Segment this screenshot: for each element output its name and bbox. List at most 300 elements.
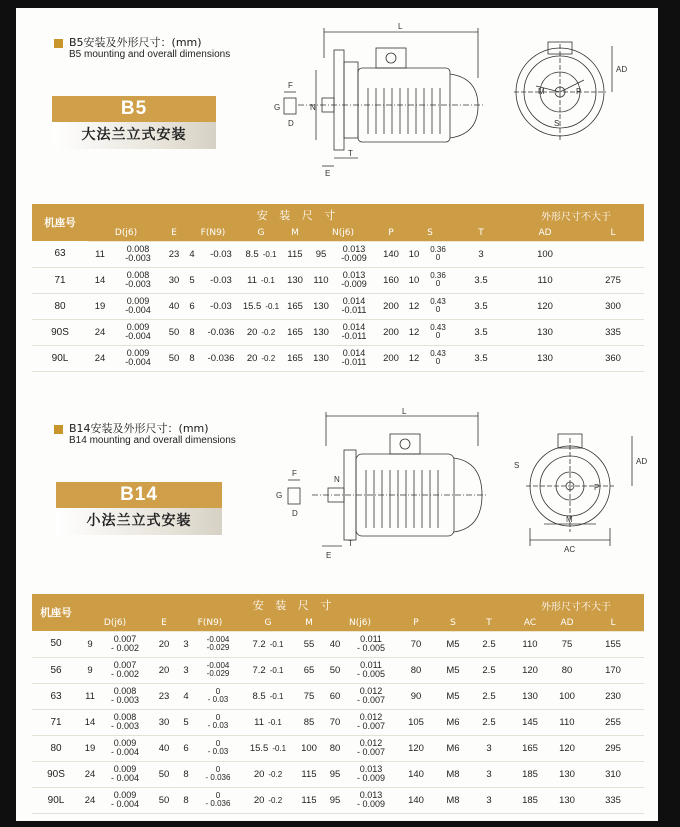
cell-AD: 120 [508, 293, 582, 319]
cell-S-tol-lower: 0 [435, 331, 441, 340]
dim-E-label: E [326, 551, 332, 560]
dim-E-label: E [325, 169, 331, 178]
col-M: M [294, 616, 324, 631]
cell-D-tol-upper: 0.008 [126, 244, 150, 254]
cell-F: 3 [178, 657, 194, 683]
cell-D-tol-lower: - 0.003 [110, 721, 140, 731]
cell-S-tol-upper: 0.36 [430, 245, 446, 254]
cell-D-tol-stack [125, 245, 151, 263]
cell-D-tol-upper: 0.009 [113, 790, 137, 800]
cell-S: M8 [436, 761, 470, 787]
table-row [32, 319, 644, 345]
cell-F-tol [194, 683, 242, 709]
cell-N: 130 [310, 319, 332, 345]
cell-T: 3 [454, 241, 508, 267]
cell-P: 160 [376, 267, 406, 293]
cell-frame: 50 [32, 631, 80, 657]
cell-L: 275 [582, 267, 644, 293]
col-F: F(N9) [184, 226, 242, 241]
cell-F-tol-upper: 0 [215, 687, 221, 696]
cell-frame: 71 [32, 267, 88, 293]
cell-G-tol: -0.1 [265, 301, 280, 311]
cell-F-tol-stack [206, 792, 231, 808]
cell-N-tol-lower: - 0.005 [356, 643, 386, 653]
cell-AC: 130 [508, 683, 552, 709]
cell-D-tol-upper: 0.008 [126, 270, 150, 280]
cell-G-value: 20 [246, 326, 258, 338]
cell-F-tol-lower: - 0.03 [207, 747, 229, 756]
cell-G [242, 319, 280, 345]
cell-M: 85 [294, 709, 324, 735]
cell-D-tol-stack [111, 661, 139, 679]
b14-overall-header: 外形尺寸不大于 [508, 594, 644, 616]
cell-G-value: 20 [253, 794, 265, 806]
cell-AC: 120 [508, 657, 552, 683]
cell-N-tol-lower: -0.011 [341, 331, 367, 341]
cell-N: 50 [324, 657, 346, 683]
cell-D-tol [112, 241, 164, 267]
cell-D-tol [112, 345, 164, 371]
cell-G-tol: -0.2 [268, 769, 283, 779]
cell-D-tol-upper: 0.009 [126, 296, 150, 306]
cell-F-tol-stack [206, 766, 231, 782]
cell-M: 165 [280, 293, 310, 319]
cell-T: 2.5 [470, 683, 508, 709]
cell-N-tol-lower: - 0.005 [356, 669, 386, 679]
cell-G [242, 761, 294, 787]
cell-F-tol-lower: - 0.03 [207, 695, 229, 704]
b5-dimension-table [32, 204, 644, 372]
cell-N-tol [332, 345, 376, 371]
cell-N-tol-upper: 0.012 [359, 712, 383, 722]
dim-D-label: D [292, 509, 298, 518]
cell-G-pair [243, 301, 279, 312]
cell-F-tol-upper: 0 [215, 791, 221, 800]
cell-T: 3.5 [454, 267, 508, 293]
b5-front-drawing [500, 36, 630, 146]
cell-F-tol [194, 709, 242, 735]
cell-S-tol [422, 241, 454, 267]
cell-G [242, 657, 294, 683]
cell-D-tol-upper: 0.009 [126, 322, 150, 332]
cell-E: 40 [150, 735, 178, 761]
cell-F-tol [194, 631, 242, 657]
cell-AD: 130 [552, 761, 582, 787]
cell-N: 110 [310, 267, 332, 293]
cell-S: 12 [406, 293, 422, 319]
cell-D-tol [100, 787, 150, 813]
cell-N: 70 [324, 709, 346, 735]
cell-M: 55 [294, 631, 324, 657]
cell-D-tol-stack [111, 687, 139, 705]
cell-S: M5 [436, 683, 470, 709]
cell-S-tol [422, 267, 454, 293]
cell-S-tol-lower: 0 [435, 357, 441, 366]
cell-AC: 165 [508, 735, 552, 761]
col-E: E [164, 226, 184, 241]
cell-frame: 90L [32, 345, 88, 371]
cell-AD: 130 [508, 319, 582, 345]
table-row [32, 735, 644, 761]
col-D: D(j6) [80, 616, 150, 631]
cell-G-value: 11 [254, 716, 265, 728]
cell-F: 8 [178, 787, 194, 813]
cell-F-tol [194, 657, 242, 683]
cell-G-pair [252, 639, 283, 650]
cell-N-tol-stack [357, 765, 385, 783]
cell-N: 95 [310, 241, 332, 267]
cell-T: 3 [470, 761, 508, 787]
cell-D-tol [100, 683, 150, 709]
cell-AC: 185 [508, 787, 552, 813]
cell-D: 11 [80, 683, 100, 709]
cell-M: 115 [280, 241, 310, 267]
cell-L: 310 [582, 761, 644, 787]
cell-AD: 75 [552, 631, 582, 657]
cell-P: 105 [396, 709, 436, 735]
cell-D: 14 [80, 709, 100, 735]
cell-F-tol [194, 761, 242, 787]
cell-D-tol-upper: 0.009 [113, 738, 137, 748]
cell-N-tol-stack [341, 271, 367, 289]
cell-F: 8 [184, 345, 200, 371]
table-row [32, 293, 644, 319]
cell-N-tol [332, 267, 376, 293]
cell-N-tol-upper: 0.013 [359, 764, 383, 774]
cell-AD: 110 [552, 709, 582, 735]
cell-G-pair [250, 743, 286, 754]
b5-badge-title: B5 [52, 96, 216, 122]
cell-AD: 100 [508, 241, 582, 267]
cell-L: 335 [582, 787, 644, 813]
cell-E: 50 [150, 761, 178, 787]
cell-G [242, 267, 280, 293]
cell-N-tol [346, 735, 396, 761]
dim-N-label: N [334, 475, 340, 484]
dim-L-label: L [398, 22, 403, 31]
cell-N-tol-upper: 0.013 [342, 244, 366, 254]
b5-heading-cn: B5安装及外形尺寸：(mm) [69, 36, 202, 49]
b14-badge-subtitle: 小法兰立式安装 [56, 508, 222, 535]
cell-AC: 185 [508, 761, 552, 787]
cell-S: 10 [406, 241, 422, 267]
cell-F-tol-upper: -0.004 [206, 661, 230, 670]
col-T: T [454, 226, 508, 241]
cell-G-pair [247, 327, 275, 338]
cell-N: 130 [310, 293, 332, 319]
cell-P: 120 [396, 735, 436, 761]
cell-F-tol-upper: 0 [215, 739, 221, 748]
cell-D-tol-lower: -0.003 [125, 279, 151, 289]
col-L: L [582, 616, 644, 631]
cell-S-tol [422, 319, 454, 345]
cell-P: 140 [396, 787, 436, 813]
cell-N: 60 [324, 683, 346, 709]
catalog-page [16, 8, 658, 821]
cell-D-tol-lower: -0.004 [125, 357, 151, 367]
cell-N-tol-lower: - 0.007 [356, 695, 386, 705]
table-row [32, 787, 644, 813]
col-N: N(j6) [310, 226, 376, 241]
cell-N: 80 [324, 735, 346, 761]
cell-S-tol-stack [430, 324, 446, 340]
cell-G-pair [247, 353, 275, 364]
cell-G-value: 15.5 [249, 742, 269, 754]
cell-F-tol: -0.03 [200, 293, 242, 319]
b14-badge [56, 482, 222, 535]
cell-L: 360 [582, 345, 644, 371]
cell-L [582, 241, 644, 267]
cell-G [242, 709, 294, 735]
cell-L: 170 [582, 657, 644, 683]
cell-N-tol-stack [357, 635, 385, 653]
cell-D-tol-lower: - 0.004 [110, 773, 140, 783]
cell-D-tol-upper: 0.007 [113, 634, 137, 644]
cell-P: 200 [376, 345, 406, 371]
cell-AD: 130 [508, 345, 582, 371]
cell-N-tol-lower: -0.009 [341, 253, 367, 263]
b5-badge-subtitle: 大法兰立式安装 [52, 122, 216, 149]
col-M: M [280, 226, 310, 241]
dim-AD-label: AD [636, 457, 648, 466]
cell-D-tol-lower: - 0.004 [110, 799, 140, 809]
cell-G [242, 345, 280, 371]
cell-D: 19 [80, 735, 100, 761]
cell-F: 5 [178, 709, 194, 735]
cell-E: 30 [150, 709, 178, 735]
cell-N: 40 [324, 631, 346, 657]
cell-frame: 90S [32, 761, 80, 787]
cell-P: 200 [376, 319, 406, 345]
cell-N-tol-stack [357, 661, 385, 679]
cell-AC: 110 [508, 631, 552, 657]
cell-T: 2.5 [470, 631, 508, 657]
dim-M-label: M [566, 515, 573, 524]
cell-M: 100 [294, 735, 324, 761]
cell-N-tol [346, 761, 396, 787]
b5-badge [52, 96, 216, 149]
cell-S-tol-upper: 0.43 [430, 323, 446, 332]
cell-E: 23 [150, 683, 178, 709]
cell-G-pair [252, 691, 283, 702]
cell-G-tol: -0.1 [269, 665, 284, 675]
cell-N-tol-lower: - 0.007 [356, 721, 386, 731]
cell-D-tol-stack [125, 297, 151, 315]
cell-frame: 90S [32, 319, 88, 345]
cell-D-tol-lower: -0.004 [125, 305, 151, 315]
b5-overall-header: 外形尺寸不大于 [508, 204, 644, 226]
cell-S: 10 [406, 267, 422, 293]
cell-S: 12 [406, 345, 422, 371]
col-P: P [376, 226, 406, 241]
cell-G-value: 15.5 [242, 300, 262, 312]
cell-N-tol-upper: 0.014 [342, 348, 366, 358]
cell-E: 20 [150, 657, 178, 683]
cell-D-tol [100, 761, 150, 787]
cell-N-tol-stack [357, 791, 385, 809]
cell-S: M5 [436, 631, 470, 657]
cell-frame: 90L [32, 787, 80, 813]
cell-N-tol [332, 293, 376, 319]
cell-N-tol-lower: -0.011 [341, 357, 367, 367]
cell-P: 140 [396, 761, 436, 787]
cell-D-tol-stack [111, 765, 139, 783]
cell-T: 2.5 [470, 657, 508, 683]
col-P: P [396, 616, 436, 631]
cell-N-tol [346, 631, 396, 657]
cell-N-tol-lower: - 0.007 [356, 747, 386, 757]
cell-T: 3.5 [454, 319, 508, 345]
cell-F-tol-lower: -0.029 [206, 669, 230, 678]
cell-S-tol-upper: 0.43 [430, 297, 446, 306]
cell-frame: 63 [32, 683, 80, 709]
cell-N-tol-stack [341, 245, 367, 263]
dim-L-label: L [402, 407, 407, 416]
cell-G [242, 241, 280, 267]
cell-G-tol: -0.2 [261, 353, 276, 363]
cell-D: 24 [80, 761, 100, 787]
cell-N-tol-stack [342, 297, 367, 315]
cell-L: 335 [582, 319, 644, 345]
cell-F-tol-lower: - 0.03 [207, 721, 229, 730]
cell-D: 11 [88, 241, 112, 267]
cell-D-tol-stack [111, 791, 139, 809]
b14-front-drawing [504, 428, 646, 558]
cell-F-tol-upper: 0 [215, 713, 221, 722]
cell-G [242, 293, 280, 319]
cell-N-tol-upper: 0.014 [342, 296, 366, 306]
cell-S-tol-lower: 0 [435, 253, 441, 262]
col-G: G [242, 616, 294, 631]
cell-N-tol [346, 787, 396, 813]
cell-frame: 71 [32, 709, 80, 735]
cell-S-tol-stack [430, 298, 446, 314]
cell-T: 3 [470, 787, 508, 813]
cell-D-tol [112, 319, 164, 345]
cell-M: 165 [280, 345, 310, 371]
cell-G-value: 8.5 [245, 248, 259, 260]
cell-F-tol: -0.036 [200, 319, 242, 345]
cell-frame: 56 [32, 657, 80, 683]
cell-D-tol-upper: 0.009 [126, 348, 150, 358]
cell-F-tol-upper: -0.004 [206, 635, 230, 644]
cell-N-tol [346, 683, 396, 709]
dim-M-label: M [538, 87, 545, 96]
cell-F-tol-lower: -0.029 [206, 643, 230, 652]
cell-E: 40 [164, 293, 184, 319]
col-AD: AD [552, 616, 582, 631]
cell-G-pair [254, 795, 282, 806]
cell-D: 9 [80, 657, 100, 683]
cell-L: 155 [582, 631, 644, 657]
cell-F-tol-stack [207, 662, 230, 678]
table-row [32, 267, 644, 293]
cell-frame: 80 [32, 293, 88, 319]
b14-heading [54, 422, 236, 447]
dim-G-label: G [276, 491, 283, 500]
cell-D-tol [112, 267, 164, 293]
cell-AC: 145 [508, 709, 552, 735]
cell-F-tol [194, 735, 242, 761]
cell-N-tol [332, 241, 376, 267]
cell-N-tol-lower: -0.009 [341, 279, 367, 289]
cell-N-tol-upper: 0.012 [359, 686, 383, 696]
cell-L: 295 [582, 735, 644, 761]
b14-frame-header: 机座号 [32, 594, 80, 631]
cell-F-tol-lower: - 0.036 [205, 799, 231, 808]
cell-frame: 80 [32, 735, 80, 761]
dim-S-label: S [514, 461, 520, 470]
cell-M: 165 [280, 319, 310, 345]
col-L: L [582, 226, 644, 241]
cell-E: 23 [164, 241, 184, 267]
cell-N-tol-upper: 0.013 [359, 790, 383, 800]
col-S: S [436, 616, 470, 631]
cell-E: 50 [150, 787, 178, 813]
cell-G [242, 735, 294, 761]
cell-M: 115 [294, 787, 324, 813]
dim-S-label: S [554, 119, 560, 128]
cell-G-tol: -0.2 [261, 327, 276, 337]
cell-D-tol-lower: - 0.002 [110, 669, 140, 679]
cell-D-tol-upper: 0.009 [113, 764, 137, 774]
cell-P: 90 [396, 683, 436, 709]
cell-G [242, 631, 294, 657]
cell-N-tol-stack [342, 349, 367, 367]
dim-F-label: F [288, 81, 293, 90]
cell-N-tol-lower: - 0.009 [356, 773, 386, 783]
cell-F-tol-stack [208, 714, 228, 730]
cell-M: 130 [280, 267, 310, 293]
cell-D-tol-upper: 0.007 [113, 660, 137, 670]
cell-S: M5 [436, 657, 470, 683]
cell-S-tol-stack [430, 350, 446, 366]
cell-P: 70 [396, 631, 436, 657]
cell-D-tol-stack [111, 635, 139, 653]
cell-N-tol-stack [357, 739, 385, 757]
cell-L: 300 [582, 293, 644, 319]
cell-N-tol-upper: 0.013 [342, 270, 366, 280]
cell-T: 3.5 [454, 293, 508, 319]
cell-M: 75 [294, 683, 324, 709]
col-AD: AD [508, 226, 582, 241]
cell-F: 3 [178, 631, 194, 657]
cell-T: 3 [470, 735, 508, 761]
col-F: F(N9) [178, 616, 242, 631]
cell-N-tol-lower: -0.011 [341, 305, 367, 315]
cell-F-tol-stack [207, 636, 230, 652]
cell-N: 95 [324, 787, 346, 813]
cell-N-tol-lower: - 0.009 [356, 799, 386, 809]
table-row [32, 683, 644, 709]
cell-D: 19 [88, 293, 112, 319]
bullet-square-icon [54, 39, 63, 48]
cell-S-tol [422, 293, 454, 319]
cell-D-tol-stack [111, 713, 139, 731]
cell-D-tol [112, 293, 164, 319]
cell-D-tol-lower: - 0.003 [110, 695, 140, 705]
cell-M: 115 [294, 761, 324, 787]
cell-AD: 120 [552, 735, 582, 761]
cell-D-tol-upper: 0.008 [113, 712, 137, 722]
dim-AD-label: AD [616, 65, 628, 74]
col-AC: AC [508, 616, 552, 631]
dim-D-label: D [288, 119, 294, 128]
cell-F-tol: -0.03 [200, 241, 242, 267]
cell-G [242, 787, 294, 813]
cell-N-tol-stack [342, 323, 367, 341]
cell-P: 200 [376, 293, 406, 319]
